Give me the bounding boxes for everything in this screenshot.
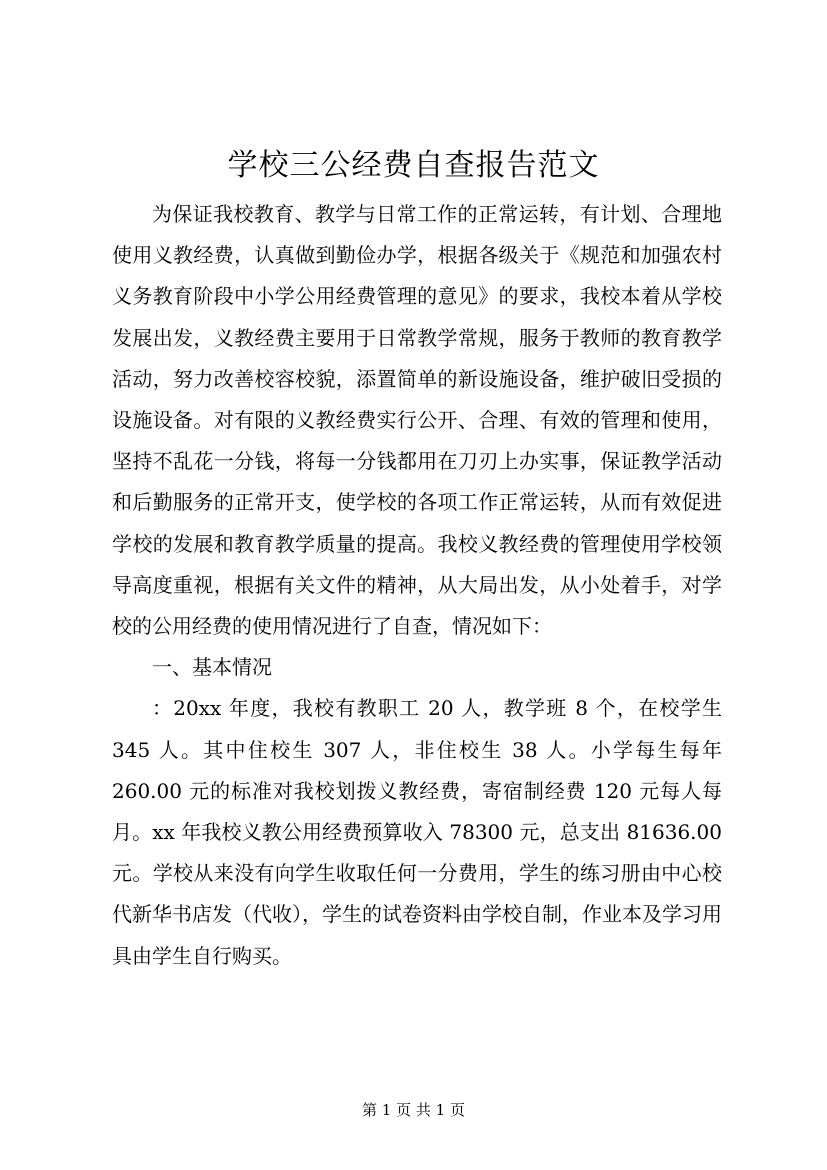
intro-paragraph: 为保证我校教育、教学与日常工作的正常运转，有计划、合理地使用义教经费，认真做到勤俭办学，根据各级关于《规范和加强农村义务教育阶段中小学公用经费管理的意见》的要求，我校本着从学校发展出发，义教经费主要用于日常教学常规，服务于教师的教育教学活动，努力改善校容校貌，添置简单的新设施设备，维护破旧受损的设施设备。对有限的义教经费实行公开、合理、有效的管理和使用，坚持不乱花一分钱，将每一分钱都用在刀刃上办实事，保证教学活动和后勤服务的正常开支，使学校的各项工作正常运转，从而有效促进学校的发展和教育教学质量的提高。我校义教经费的管理使用学校领导高度重视，根据有关文件的精神，从大局出发，从小处着手，对学校的公用经费的使用情况进行了自查，情况如下：: [112, 202, 722, 639]
basic-info-paragraph: ：20xx 年度，我校有教职工 20 人，教学班 8 个，在校学生 345 人。其中住校生 307 人，非住校生 38 人。小学每生每年 260.00 元的标准对我校划拨义教经费，寄宿制经费 120 元每人每月。xx 年我校义教公用经费预算收入 78300 元，总支出 81636.00 元。学校从来没有向学生收取任何一分费用，学生的练习册由中心校代新华书店发（代收），学生的试卷资料由学校自制，作业本及学习用具由学生自行购买。: [112, 696, 722, 968]
section-heading: 一、基本情况: [152, 655, 272, 680]
document-body: [112, 194, 722, 977]
page-number-footer: 第 1 页 共 1 页: [362, 1101, 465, 1119]
document-title: 学校三公经费自查报告范文: [227, 148, 600, 183]
